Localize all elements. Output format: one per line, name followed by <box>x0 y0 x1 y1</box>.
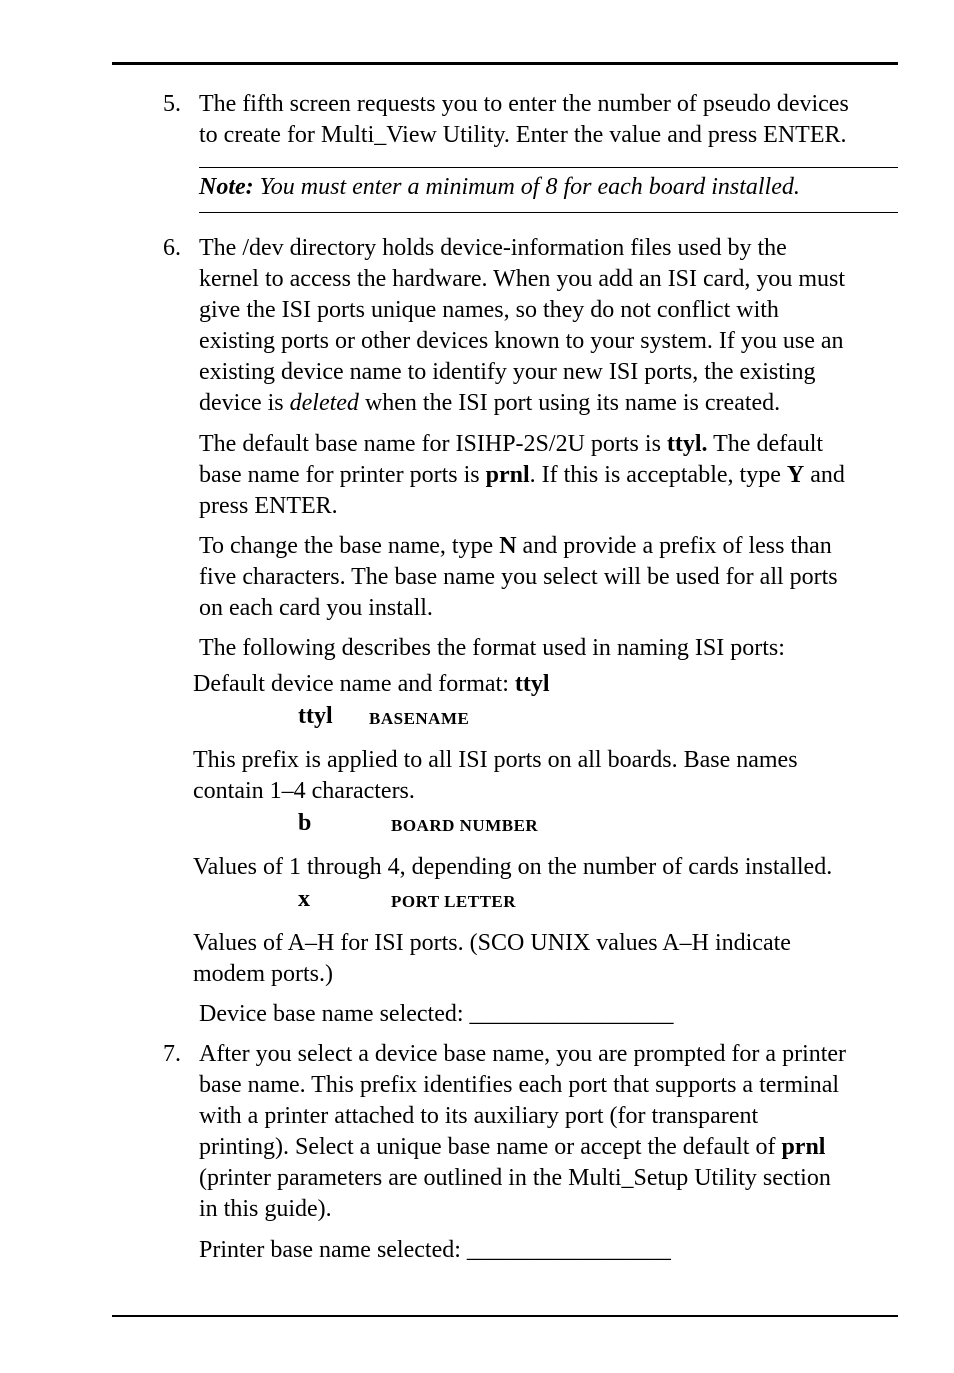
text-run: and provide a prefix of less than <box>516 533 832 559</box>
bold-run: prnl <box>781 1134 826 1160</box>
step-7-line-3: with a printer attached to its auxiliary port (for transparent <box>199 1103 759 1129</box>
text-run: printing). Select a unique base name or accept the default of <box>199 1134 782 1160</box>
default-paragraph-line-1 <box>199 429 823 460</box>
step-5-line-2: to create for Multi_View Utility. Enter the value and press ENTER. <box>199 122 847 148</box>
note <box>199 172 800 203</box>
note-rule-bottom <box>199 212 898 213</box>
definition-term-port: x <box>298 886 310 912</box>
step-6-line-6 <box>199 388 780 419</box>
note-label: Note: <box>199 174 254 200</box>
text-run: . If this is acceptable, type <box>529 462 787 488</box>
text-run: and <box>804 462 845 488</box>
change-paragraph-line-3: on each card you install. <box>199 595 433 621</box>
default-format <box>193 669 550 700</box>
device-base-name-selected: Device base name selected: _________________ <box>199 1001 674 1027</box>
definition-term-board: b <box>298 810 312 836</box>
note-text: You must enter a minimum of 8 for each board installed. <box>253 174 800 200</box>
emphasis: deleted <box>289 390 359 416</box>
text-run: when the ISI port using its name is created. <box>358 390 781 416</box>
step-7-number: 7. <box>163 1041 181 1067</box>
step-6-number: 6. <box>163 235 181 261</box>
definition-desc-basename-2: contain 1–4 characters. <box>193 778 415 804</box>
bold-run: ttyl <box>514 671 550 697</box>
step-6-line-1: The /dev directory holds device-information files used by the <box>199 235 787 261</box>
text-run: device is <box>199 390 290 416</box>
step-7-line-6: in this guide). <box>199 1196 332 1222</box>
step-5-line-1: The fifth screen requests you to enter the number of pseudo devices <box>199 91 849 117</box>
step-6-line-4: existing ports or other devices known to your system. If you use an <box>199 328 844 354</box>
step-7-line-5: (printer parameters are outlined in the Multi_Setup Utility section <box>199 1165 831 1191</box>
bold-run: N <box>499 533 517 559</box>
footer-rule <box>112 1315 898 1317</box>
definition-label-port: PORT LETTER <box>391 892 517 911</box>
bold-run: prnl <box>485 462 530 488</box>
definition-desc-basename-1: This prefix is applied to all ISI ports on all boards. Base names <box>193 747 798 773</box>
printer-base-name-selected: Printer base name selected: _________________ <box>199 1237 671 1263</box>
text-run: Default device name and format: <box>193 671 515 697</box>
step-7-line-4 <box>199 1132 825 1163</box>
note-rule-top <box>199 167 898 168</box>
text-run: The default base name for ISIHP-2S/2U ports is <box>199 431 667 457</box>
definition-desc-port-2: modem ports.) <box>193 961 333 987</box>
step-6-line-2: kernel to access the hardware. When you add an ISI card, you must <box>199 266 845 292</box>
step-6-line-5: existing device name to identify your new ISI ports, the existing <box>199 359 816 385</box>
bold-run: ttyl. <box>666 431 708 457</box>
definition-desc-port-1: Values of A–H for ISI ports. (SCO UNIX values A–H indicate <box>193 930 791 956</box>
step-7-line-2: base name. This prefix identifies each port that supports a terminal <box>199 1072 840 1098</box>
step-7-line-1: After you select a device base name, you are prompted for a printer <box>199 1041 847 1067</box>
text-run: The default <box>707 431 824 457</box>
definition-desc-board-1: Values of 1 through 4, depending on the number of cards installed. <box>193 854 833 880</box>
definition-label-board: BOARD NUMBER <box>391 816 539 835</box>
default-paragraph-line-3: press ENTER. <box>199 493 338 519</box>
text-run: base name for printer ports is <box>199 462 486 488</box>
bold-run: Y <box>786 462 805 488</box>
step-5-number: 5. <box>163 91 181 117</box>
step-6-line-3: give the ISI ports unique names, so they do not conflict with <box>199 297 779 323</box>
change-paragraph-line-2: five characters. The base name you select will be used for all ports <box>199 564 838 590</box>
default-paragraph-line-2 <box>199 460 845 491</box>
format-intro: The following describes the format used in naming ISI ports: <box>199 635 785 661</box>
change-paragraph-line-1 <box>199 531 832 562</box>
definition-label-basename: BASENAME <box>369 709 470 728</box>
header-rule <box>112 62 898 65</box>
definition-term-basename: ttyl <box>298 703 333 729</box>
text-run: To change the base name, type <box>199 533 500 559</box>
